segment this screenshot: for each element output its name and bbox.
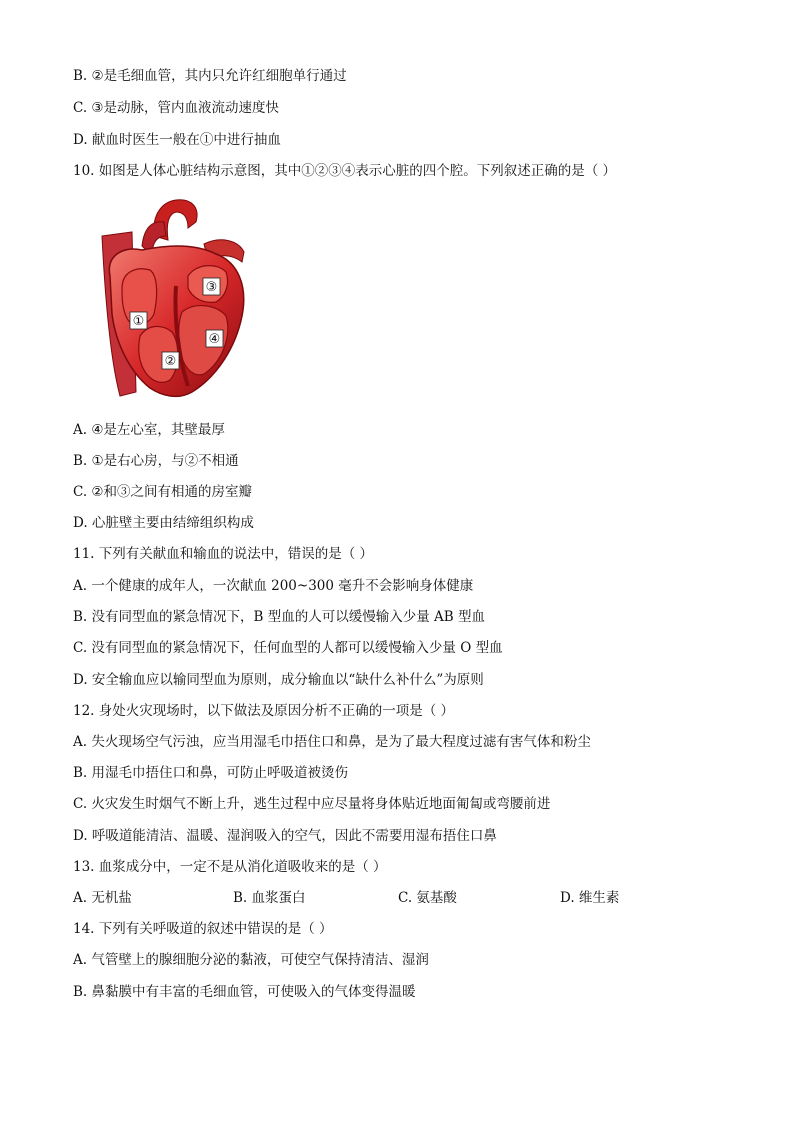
q9-option-d: D. 献血时医生一般在①中进行抽血 — [73, 132, 281, 148]
q12-option-c: C. 火灾发生时烟气不断上升，逃生过程中应尽量将身体贴近地面匍匐或弯腰前进 — [73, 796, 551, 812]
q10-option-b: B. ①是右心房，与②不相通 — [73, 453, 239, 469]
q12-option-d: D. 呼吸道能清洁、温暖、湿润吸入的空气，因此不需要用湿布捂住口鼻 — [73, 828, 497, 844]
q10-option-d: D. 心脏壁主要由结缔组织构成 — [73, 515, 254, 531]
svg-text:③: ③ — [205, 280, 218, 295]
q10-option-c: C. ②和③之间有相通的房室瓣 — [73, 484, 253, 500]
q11-stem: 11. 下列有关献血和输血的说法中，错误的是（ ） — [73, 546, 374, 562]
heart-diagram — [92, 196, 252, 401]
q14-stem: 14. 下列有关呼吸道的叙述中错误的是（ ） — [73, 921, 333, 937]
q14-option-a: A. 气管壁上的腺细胞分泌的黏液，可使空气保持清洁、湿润 — [73, 952, 429, 968]
q13-stem: 13. 血浆成分中，一定不是从消化道吸收来的是（ ） — [73, 859, 387, 875]
svg-text:②: ② — [164, 354, 177, 369]
q13-option-a: A. 无机盐 — [73, 890, 132, 906]
q12-option-a: A. 失火现场空气污浊，应当用湿毛巾捂住口和鼻，是为了最大程度过滤有害气体和粉尘 — [73, 734, 591, 750]
q11-option-b: B. 没有同型血的紧急情况下，B 型血的人可以缓慢输入少量 AB 型血 — [73, 609, 485, 625]
chamber-label-3 — [203, 278, 220, 295]
q13-option-c: C. 氨基酸 — [398, 890, 457, 906]
q13-option-b: B. 血浆蛋白 — [233, 890, 306, 906]
q11-option-a: A. 一个健康的成年人，一次献血 200~300 毫升不会影响身体健康 — [73, 578, 474, 594]
q12-stem: 12. 身处火灾现场时，以下做法及原因分析不正确的一项是（ ） — [73, 703, 455, 719]
chamber-label-1 — [130, 312, 147, 329]
q10-option-a: A. ④是左心室，其壁最厚 — [73, 422, 225, 438]
q13-option-d: D. 维生素 — [560, 890, 620, 906]
q12-option-b: B. 用湿毛巾捂住口和鼻，可防止呼吸道被烫伤 — [73, 765, 349, 781]
chamber-label-2 — [162, 352, 179, 369]
q9-option-c: C. ③是动脉，管内血液流动速度快 — [73, 100, 280, 116]
q14-option-b: B. 鼻黏膜中有丰富的毛细血管，可使吸入的气体变得温暖 — [73, 984, 416, 1000]
q13-options-row — [73, 888, 619, 908]
q11-option-c: C. 没有同型血的紧急情况下，任何血型的人都可以缓慢输入少量 O 型血 — [73, 640, 503, 656]
chamber-label-4 — [206, 330, 223, 347]
q10-stem: 10. 如图是人体心脏结构示意图，其中①②③④表示心脏的四个腔。下列叙述正确的是（ ） — [73, 163, 617, 179]
q9-option-b: B. ②是毛细血管，其内只允许红细胞单行通过 — [73, 68, 347, 84]
q11-option-d: D. 安全输血应以输同型血为原则，成分输血以“缺什么补什么”为原则 — [73, 672, 484, 688]
svg-text:④: ④ — [208, 332, 221, 347]
svg-text:①: ① — [132, 314, 145, 329]
